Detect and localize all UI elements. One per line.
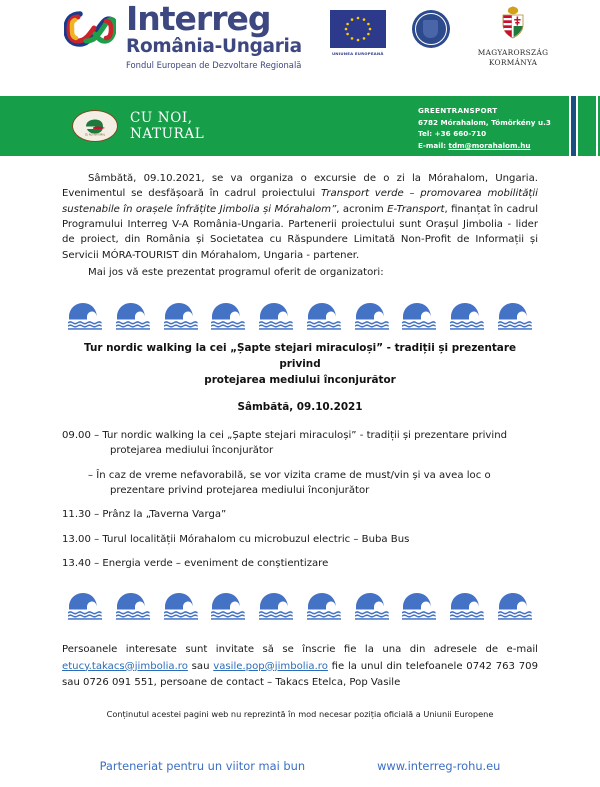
- contact-org: GREENTRANSPORT: [418, 106, 498, 115]
- wave-icon: [400, 300, 438, 330]
- schedule-item-main: 11.30 – Prânz la „Taverna Varga”: [62, 509, 227, 521]
- page-content: [0, 171, 600, 719]
- wave-icon: [114, 590, 152, 620]
- schedule-item: [62, 532, 538, 547]
- wave-icon: [257, 590, 295, 620]
- page-footer: [0, 759, 600, 773]
- eu-caption: UNIUNEA EUROPEANĂ: [331, 51, 384, 56]
- cu-noi-line2: NATURAL: [130, 126, 205, 142]
- event-headline-line2: protejarea mediului înconjurător: [204, 373, 396, 386]
- schedule-item: [62, 428, 538, 459]
- footer-slogan: Parteneriat pentru un viitor mai bun: [99, 759, 306, 773]
- schedule-item-alternative: [62, 468, 538, 499]
- cu-noi-line1: CU NOI,: [130, 109, 193, 126]
- romania-government-seal: [412, 10, 450, 48]
- wave-icon: [353, 300, 391, 330]
- contact-email-link[interactable]: tdm@morahalom.hu: [448, 140, 531, 150]
- project-title-italic: Transport verde – promovarea mobilității sustenabile în orașele înfrățite Jimbolia și Mórahalom”: [62, 188, 538, 215]
- wave-icon: [114, 300, 152, 330]
- wave-icon: [496, 300, 534, 330]
- intro-text-1: Sâmbătă, 09.10.2021, se va organiza o excursie de o zi la Mórahalom, Ungaria. Evenimentul se desfășoară în cadrul proiectului: [62, 173, 538, 200]
- event-headline-line1: Tur nordic walking la cei „Șapte stejari miraculoși” - tradiții și prezentare privind: [84, 342, 516, 370]
- wave-icon: [448, 300, 486, 330]
- wave-icon: [162, 300, 200, 330]
- logo-header: [0, 0, 600, 95]
- banner-blue-bar: [569, 96, 578, 156]
- schedule-item: [62, 556, 538, 571]
- interreg-subtitle: România-Ungaria: [126, 36, 302, 58]
- hungary-coat-of-arms-icon: [500, 6, 526, 40]
- interreg-wordmark: [126, 0, 302, 70]
- contact-address: 6782 Mórahalom, Tömörkény u.3: [418, 117, 551, 127]
- wave-divider-top: [62, 300, 538, 330]
- schedule-item-continuation: prezentare privind protejarea mediului înconjurător: [110, 485, 370, 497]
- schedule-item: [62, 507, 538, 522]
- contact-phone: Tel: +36 660-710: [418, 129, 487, 139]
- event-headline: [62, 341, 538, 388]
- eu-disclaimer: Conținutul acestei pagini web nu reprezintă în mod necesar poziția oficială a Uniunii Europene: [106, 709, 494, 720]
- schedule-item-main: 09.00 – Tur nordic walking la cei „Șapte stejari miraculoși” - tradiții și prezentare privind: [62, 430, 508, 442]
- registration-contact-paragraph: [62, 642, 538, 691]
- romania-coat-of-arms-icon: [423, 20, 438, 38]
- schedule-item-main: 13.00 – Turul localității Mórahalom cu microbuzul electric – Buba Bus: [62, 533, 410, 545]
- wave-icon: [162, 590, 200, 620]
- wave-icon: [66, 590, 104, 620]
- wave-divider-bottom: [62, 590, 538, 620]
- wave-icon: [448, 590, 486, 620]
- contact-text-1: Persoanele interesate sunt invitate să se înscrie fie la una din adresele de e-mail: [62, 644, 538, 656]
- wave-icon: [400, 590, 438, 620]
- contact-email-label: E-mail:: [418, 140, 449, 150]
- cu-noi-natural-logo: [72, 110, 204, 143]
- wave-icon: [209, 590, 247, 620]
- footer-url-link[interactable]: www.interreg-rohu.eu: [377, 759, 501, 773]
- interreg-infinity-icon: [64, 8, 116, 50]
- greentransport-banner: [0, 95, 600, 157]
- intro-paragraph: [62, 171, 538, 263]
- schedule-list: [62, 428, 538, 571]
- hungary-caption-line1: MAGYARORSZÁG: [477, 48, 549, 57]
- cu-noi-text: [130, 110, 204, 143]
- wave-icon: [305, 300, 343, 330]
- wave-icon: [66, 300, 104, 330]
- svg-text:CU NOI NATURAL: CU NOI NATURAL: [84, 132, 106, 136]
- hungary-caption-line2: KORMÁNYA: [488, 57, 538, 67]
- hungary-caption: [478, 48, 549, 67]
- wave-icon: [209, 300, 247, 330]
- event-date: Sâmbătă, 09.10.2021: [237, 401, 363, 414]
- cu-noi-badge-icon: [72, 110, 118, 142]
- schedule-item-main: 13.40 – Energia verde – eveniment de conștientizare: [62, 558, 329, 570]
- contact-text-2: sau: [187, 660, 214, 672]
- hungary-government-logo: [478, 6, 549, 67]
- eu-logo: [330, 10, 386, 56]
- schedule-item-main: – În caz de vreme nefavorabilă, se vor vizita crame de must/vin și va avea loc o: [88, 469, 491, 481]
- wave-icon: [496, 590, 534, 620]
- intro-text-3: , finanțat în cadrul Programului Interreg V-A România-Ungaria. Partenerii proiectului sunt Orașul Jimbolia - lider de proiect, din România și Societatea cu Răspundere Limitată Non-Profit de Informații și Servicii MÓRA-TOURIST din Mórahalom, Ungaria - partener.: [62, 203, 539, 261]
- wave-icon: [257, 300, 295, 330]
- greentransport-contact: [418, 105, 551, 152]
- eu-flag-icon: [330, 10, 386, 48]
- acronym-italic: E-Transport: [387, 203, 445, 215]
- interreg-tagline: Fondul European de Dezvoltare Regională: [126, 59, 302, 70]
- wave-icon: [353, 590, 391, 620]
- intro-text-2: , acronim: [336, 203, 388, 215]
- wave-icon: [305, 590, 343, 620]
- interreg-title: Interreg: [126, 0, 271, 38]
- banner-edge-bar: [596, 96, 600, 156]
- schedule-item-continuation: protejarea mediului înconjurător: [110, 445, 274, 457]
- email-link-2[interactable]: vasile.pop@jimbolia.ro: [213, 660, 328, 672]
- email-link-1[interactable]: etucy.takacs@jimbolia.ro: [62, 660, 188, 672]
- contact-text-3: fie la unul din telefoanele 0742 763 709 sau 0726 091 551, persoane de contact – Takacs Etelca, Pop Vasile: [62, 660, 538, 689]
- interreg-logo: [64, 0, 302, 70]
- program-intro-paragraph: Mai jos vă este prezentat programul oferit de organizatori:: [88, 266, 384, 278]
- contact-email-row: [418, 140, 551, 152]
